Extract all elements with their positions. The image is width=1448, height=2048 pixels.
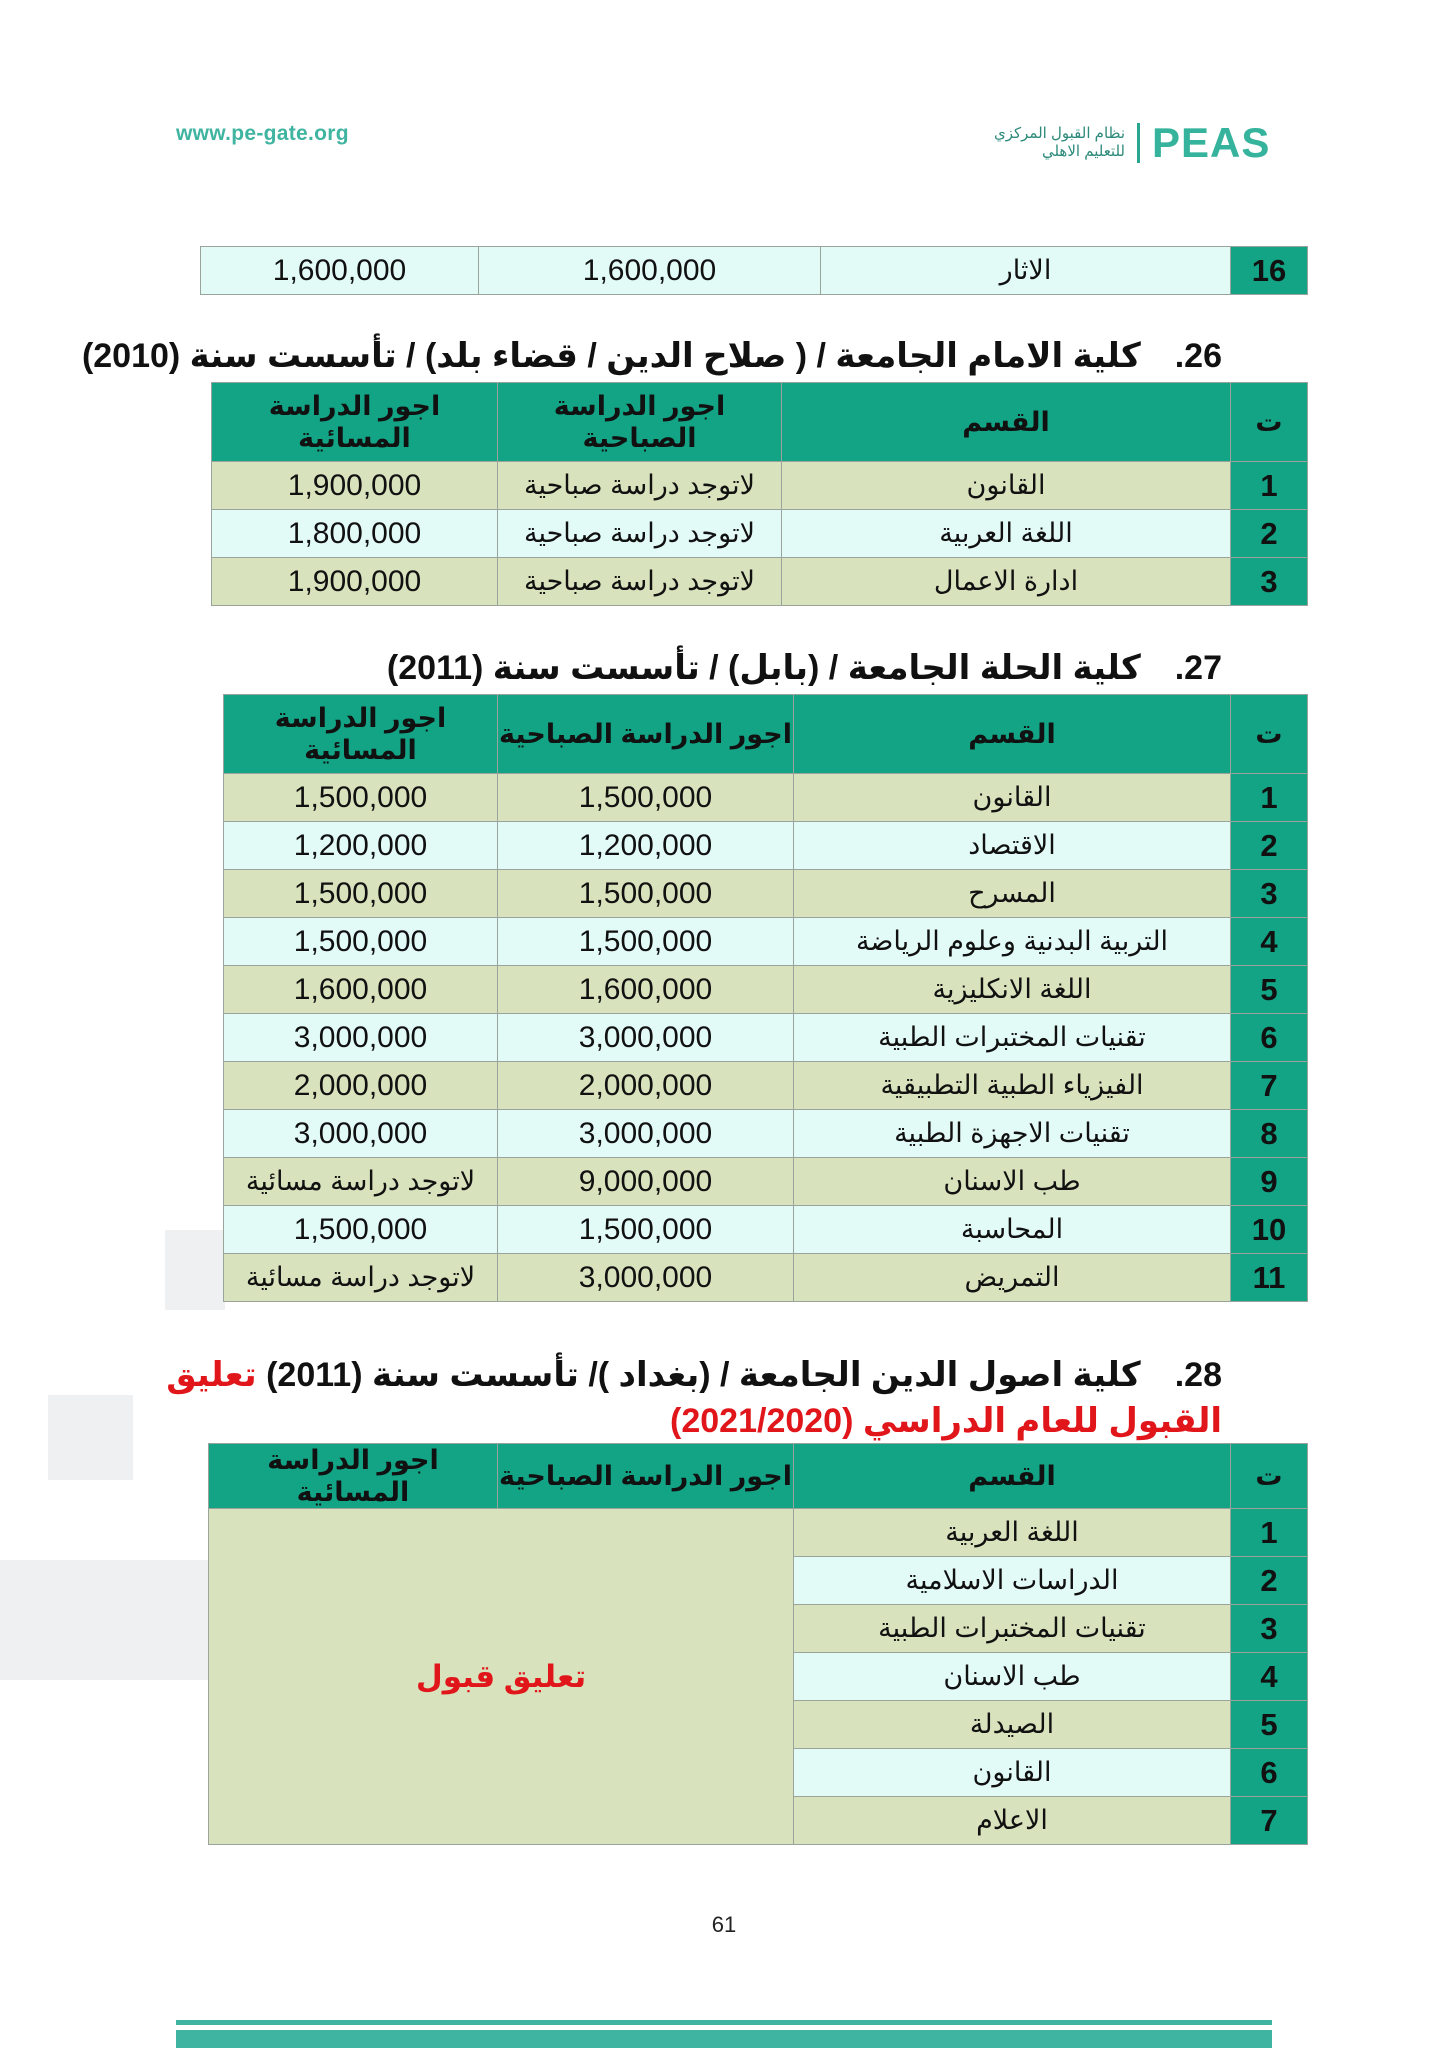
row-number: 4 [1231, 1653, 1308, 1701]
row-number: 2 [1231, 510, 1308, 558]
table-row [212, 510, 1308, 558]
morning-fee: 1,500,000 [498, 870, 794, 918]
morning-fee: 3,000,000 [498, 1110, 794, 1158]
table-row [201, 247, 1308, 295]
evening-fee: 1,500,000 [224, 918, 498, 966]
evening-fee: 1,900,000 [212, 558, 498, 606]
logo-arabic-text: نظام القبول المركزي للتعليم الاهلي [993, 125, 1125, 160]
table-previous-continued [200, 246, 1308, 295]
row-number: 1 [1231, 1509, 1308, 1557]
department-name: الفيزياء الطبية التطبيقية [794, 1062, 1231, 1110]
department-name: التمريض [794, 1254, 1231, 1302]
table-row [212, 462, 1308, 510]
logo-divider [1137, 123, 1140, 163]
row-number: 10 [1231, 1206, 1308, 1254]
site-url[interactable]: www.pe-gate.org [176, 122, 349, 145]
footer-divider [176, 2020, 1272, 2025]
row-number: 8 [1231, 1110, 1308, 1158]
admission-suspended-note: تعليق القبول للعام الدراسي (2021/2020) [166, 1356, 1222, 1440]
row-number: 3 [1231, 1605, 1308, 1653]
table-row [224, 966, 1308, 1014]
morning-fee: 2,000,000 [498, 1062, 794, 1110]
morning-fee: 1,500,000 [498, 1206, 794, 1254]
header-department: القسم [794, 1444, 1231, 1509]
background-shape [48, 1395, 133, 1480]
table-row [212, 558, 1308, 606]
page-number: 61 [711, 1912, 737, 1937]
fees-table-28 [208, 1443, 1308, 1845]
row-number: 3 [1231, 870, 1308, 918]
table-row [224, 1158, 1308, 1206]
table-row [224, 1254, 1308, 1302]
evening-fee: 1,500,000 [224, 774, 498, 822]
department-name: تقنيات المختبرات الطبية [794, 1605, 1231, 1653]
section-heading-27: 27.كلية الحلة الجامعة / (بابل) / تأسست سنة (2011) [386, 649, 1222, 687]
department-name: طب الاسنان [794, 1653, 1231, 1701]
table-row [224, 1110, 1308, 1158]
logo-wordmark: PEAS [1152, 119, 1271, 166]
department-name: القانون [794, 774, 1231, 822]
admission-suspended-cell: تعليق قبول [209, 1509, 794, 1845]
row-number: 11 [1231, 1254, 1308, 1302]
department-name: القانون [794, 1749, 1231, 1797]
evening-fee: 3,000,000 [224, 1014, 498, 1062]
department-name: الدراسات الاسلامية [794, 1557, 1231, 1605]
evening-fee: 1,900,000 [212, 462, 498, 510]
department-name: المسرح [794, 870, 1231, 918]
department-name: الاقتصاد [794, 822, 1231, 870]
background-shape [165, 1230, 225, 1310]
morning-fee: 3,000,000 [498, 1254, 794, 1302]
header-evening-fees: اجور الدراسة المسائية [212, 383, 498, 462]
table-row [224, 774, 1308, 822]
row-number: 1 [1231, 462, 1308, 510]
row-number: 16 [1231, 247, 1308, 295]
morning-fee: 1,500,000 [498, 918, 794, 966]
evening-fee: لاتوجد دراسة مسائية [224, 1254, 498, 1302]
morning-fee: 3,000,000 [498, 1014, 794, 1062]
department-name: طب الاسنان [794, 1158, 1231, 1206]
department-name: ادارة الاعمال [782, 558, 1231, 606]
department-name: تقنيات المختبرات الطبية [794, 1014, 1231, 1062]
evening-fee: 1,500,000 [224, 1206, 498, 1254]
morning-fee: لاتوجد دراسة صباحية [498, 510, 782, 558]
evening-fee: 1,800,000 [212, 510, 498, 558]
evening-fee: 1,600,000 [224, 966, 498, 1014]
fees-table-27 [223, 694, 1308, 1302]
department-name: اللغة الانكليزية [794, 966, 1231, 1014]
department-name: التربية البدنية وعلوم الرياضة [794, 918, 1231, 966]
background-shape [0, 1560, 235, 1680]
row-number: 6 [1231, 1749, 1308, 1797]
table-row [224, 870, 1308, 918]
header-number: ت [1231, 1444, 1308, 1509]
table-row [224, 822, 1308, 870]
department-name: تقنيات الاجهزة الطبية [794, 1110, 1231, 1158]
fees-table-26 [211, 382, 1308, 606]
morning-fee: 1,200,000 [498, 822, 794, 870]
morning-fee: 9,000,000 [498, 1158, 794, 1206]
header-morning-fees: اجور الدراسة الصباحية [498, 1444, 794, 1509]
section-heading-28: 28.كلية اصول الدين الجامعة / (بغداد )/ تأسست سنة (2011) تعليق القبول للعام الدراسي (2021/2020) [166, 1356, 1222, 1440]
footer-bar [176, 2030, 1272, 2048]
morning-fee: 1,600,000 [479, 247, 821, 295]
table-row [209, 1509, 1308, 1557]
evening-fee: 1,500,000 [224, 870, 498, 918]
department-name: المحاسبة [794, 1206, 1231, 1254]
morning-fee: لاتوجد دراسة صباحية [498, 558, 782, 606]
table-row [224, 1014, 1308, 1062]
row-number: 3 [1231, 558, 1308, 606]
department-name: الصيدلة [794, 1701, 1231, 1749]
row-number: 4 [1231, 918, 1308, 966]
table-row [224, 1206, 1308, 1254]
header-morning-fees: اجور الدراسة الصباحية [498, 383, 782, 462]
evening-fee: 3,000,000 [224, 1110, 498, 1158]
department-name: الاعلام [794, 1797, 1231, 1845]
evening-fee: لاتوجد دراسة مسائية [224, 1158, 498, 1206]
department-name: اللغة العربية [782, 510, 1231, 558]
row-number: 5 [1231, 966, 1308, 1014]
row-number: 5 [1231, 1701, 1308, 1749]
evening-fee: 1,200,000 [224, 822, 498, 870]
row-number: 9 [1231, 1158, 1308, 1206]
header-department: القسم [782, 383, 1231, 462]
header-number: ت [1231, 695, 1308, 774]
header-morning-fees: اجور الدراسة الصباحية [498, 695, 794, 774]
header-department: القسم [794, 695, 1231, 774]
department-name: اللغة العربية [794, 1509, 1231, 1557]
row-number: 6 [1231, 1014, 1308, 1062]
morning-fee: 1,500,000 [498, 774, 794, 822]
row-number: 7 [1231, 1062, 1308, 1110]
header-evening-fees: اجور الدراسة المسائية [209, 1444, 498, 1509]
department-name: القانون [782, 462, 1231, 510]
department-name: الاثار [821, 247, 1231, 295]
row-number: 7 [1231, 1797, 1308, 1845]
morning-fee: لاتوجد دراسة صباحية [498, 462, 782, 510]
table-row [224, 1062, 1308, 1110]
table-row [224, 918, 1308, 966]
row-number: 1 [1231, 774, 1308, 822]
row-number: 2 [1231, 822, 1308, 870]
evening-fee: 1,600,000 [201, 247, 479, 295]
section-heading-26: 26.كلية الامام الجامعة / ( صلاح الدين / قضاء بلد) / تأسست سنة (2010) [81, 337, 1222, 375]
morning-fee: 1,600,000 [498, 966, 794, 1014]
header-number: ت [1231, 383, 1308, 462]
row-number: 2 [1231, 1557, 1308, 1605]
peas-logo [985, 118, 1270, 168]
evening-fee: 2,000,000 [224, 1062, 498, 1110]
header-evening-fees: اجور الدراسة المسائية [224, 695, 498, 774]
